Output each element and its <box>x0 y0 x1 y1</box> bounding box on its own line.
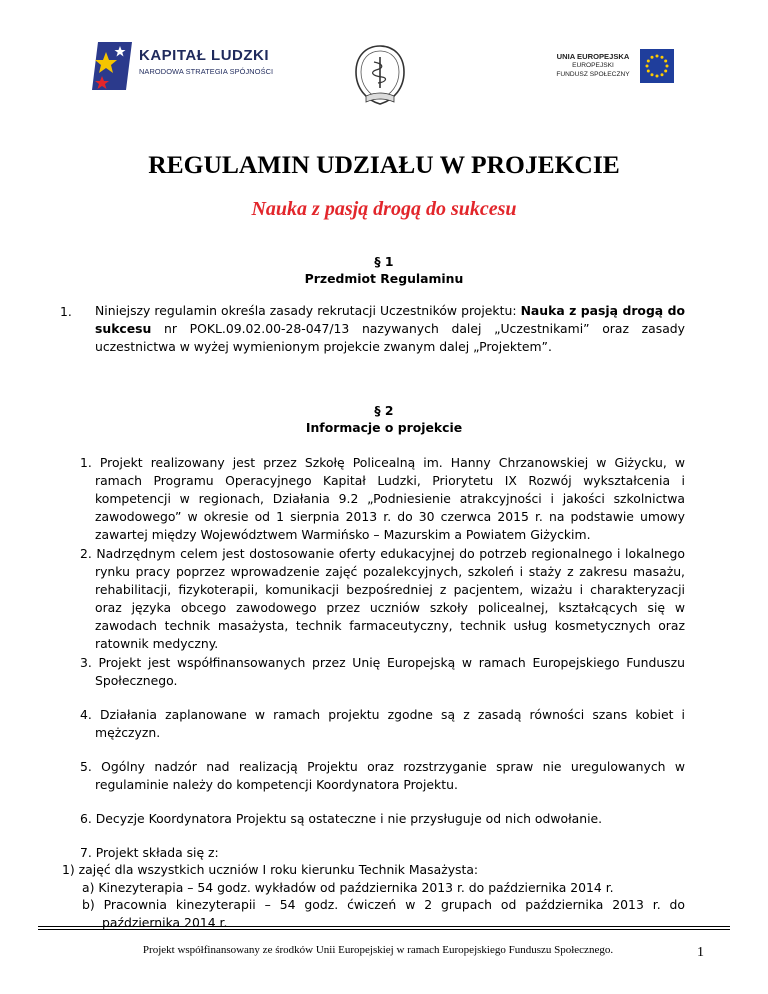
section-1-item-number: 1. <box>60 304 72 319</box>
document-subtitle: Nauka z pasją drogą do sukcesu <box>251 198 517 220</box>
section-2-item-2: 2. Nadrzędnym celem jest dostosowanie oferty edukacyjnej do potrzeb regionalnego i lokalnego rynku pracy poprzez wprowadzenie zajęć pozalekcyjnych, szkoleń i staży z zakresu masażu, rehabilitacji, fizykoterapii, komunikacji bezpośredniej z pacjentem, wizażu i charakteryzacji oraz języka obcego zawodowego przez uczniów szkoły policealnej, kształcących się w zawodach technik masażysta, technik farmaceutyczny, technik usług kosmetycznych oraz ratownik medyczny. <box>80 546 685 651</box>
eu-logo-line-1: UNIA EUROPEJSKA <box>556 52 630 61</box>
section-1-symbol: § 1 <box>374 254 394 269</box>
school-seal-icon <box>350 42 410 108</box>
section-2-item-7: 7. Projekt składa się z: <box>80 845 219 860</box>
eu-efs-logo <box>548 48 674 84</box>
section-2-item-7-b: b) Pracownia kinezyterapii – 54 godz. ćwiczeń w 2 grupach od października 2013 r. do października 2014 r. <box>82 897 685 930</box>
section-1-text-start: Niniejszy regulamin określa zasady rekrutacji Uczestników projektu: <box>95 303 521 318</box>
project-name-bold: Nauka z pasją drogą do sukcesu <box>95 303 685 336</box>
footer-rule-bottom <box>38 929 730 930</box>
eu-flag-icon <box>640 49 674 83</box>
section-2-item-3: 3. Projekt jest współfinansowanych przez Unię Europejską w ramach Europejskiego Funduszu Społecznego. <box>80 655 685 688</box>
document-title: REGULAMIN UDZIAŁU W PROJEKCIE <box>148 150 620 179</box>
section-2-heading: Informacje o projekcie <box>305 420 463 435</box>
eu-logo-line-3: FUNDUSZ SPOŁECZNY <box>556 71 630 78</box>
kapital-ludzki-logo <box>92 40 274 92</box>
section-1-heading: Przedmiot Regulaminu <box>304 271 464 286</box>
footer-rule-top <box>38 926 730 927</box>
section-2-symbol: § 2 <box>374 403 394 418</box>
section-2-item-6: 6. Decyzje Koordynatora Projektu są ostateczne i nie przysługuje od nich odwołanie. <box>80 811 603 826</box>
section-1-text-end: nr POKL.09.02.00-28-047/13 nazywanych dalej „Uczestnikami” oraz zasady uczestnictwa w wyżej wymienionym projekcie zwanym dalej „Projektem”. <box>95 321 685 354</box>
section-2-item-4: 4. Działania zaplanowane w ramach projektu zgodne są z zasadą równości szans kobiet i mężczyzn. <box>80 707 685 740</box>
section-2-item-7-a: a) Kinezyterapia – 54 godz. wykładów od października 2013 r. do października 2014 r. <box>82 880 614 895</box>
page-number: 1 <box>697 945 704 960</box>
kapital-ludzki-subtitle: NARODOWA STRATEGIA SPÓJNOŚCI <box>139 67 274 76</box>
eu-logo-line-2: EUROPEJSKI <box>572 62 614 69</box>
footer-text: Projekt współfinansowany ze środków Unii Europejskiej w ramach Europejskiego Funduszu Społecznego. <box>142 944 614 956</box>
kapital-ludzki-emblem-icon <box>92 40 136 92</box>
kapital-ludzki-title: KAPITAŁ LUDZKI <box>139 47 270 64</box>
section-2-item-7-subpoint: 1) zajęć dla wszystkich uczniów I roku kierunku Technik Masażysta: <box>62 862 479 877</box>
section-2-item-5: 5. Ogólny nadzór nad realizacją Projektu oraz rozstrzyganie spraw nie uregulowanych w regulaminie należy do kompetencji Koordynatora Projektu. <box>80 759 685 792</box>
section-2-item-1: 1. Projekt realizowany jest przez Szkołę Policealną im. Hanny Chrzanowskiej w Giżycku, w ramach Programu Operacyjnego Kapitał Ludzki, Priorytetu IX Rozwój wykształcenia i kompetencji w regionach, Działania 9.2 „Podniesienie atrakcyjności i jakości szkolnictwa zawodowego” w okresie od 1 sierpnia 2013 r. do 30 czerwca 2015 r. na podstawie umowy zawartej między Województwem Warmińsko – Mazurskim a Powiatem Giżyckim. <box>80 455 685 542</box>
section-1-paragraph <box>95 302 685 356</box>
